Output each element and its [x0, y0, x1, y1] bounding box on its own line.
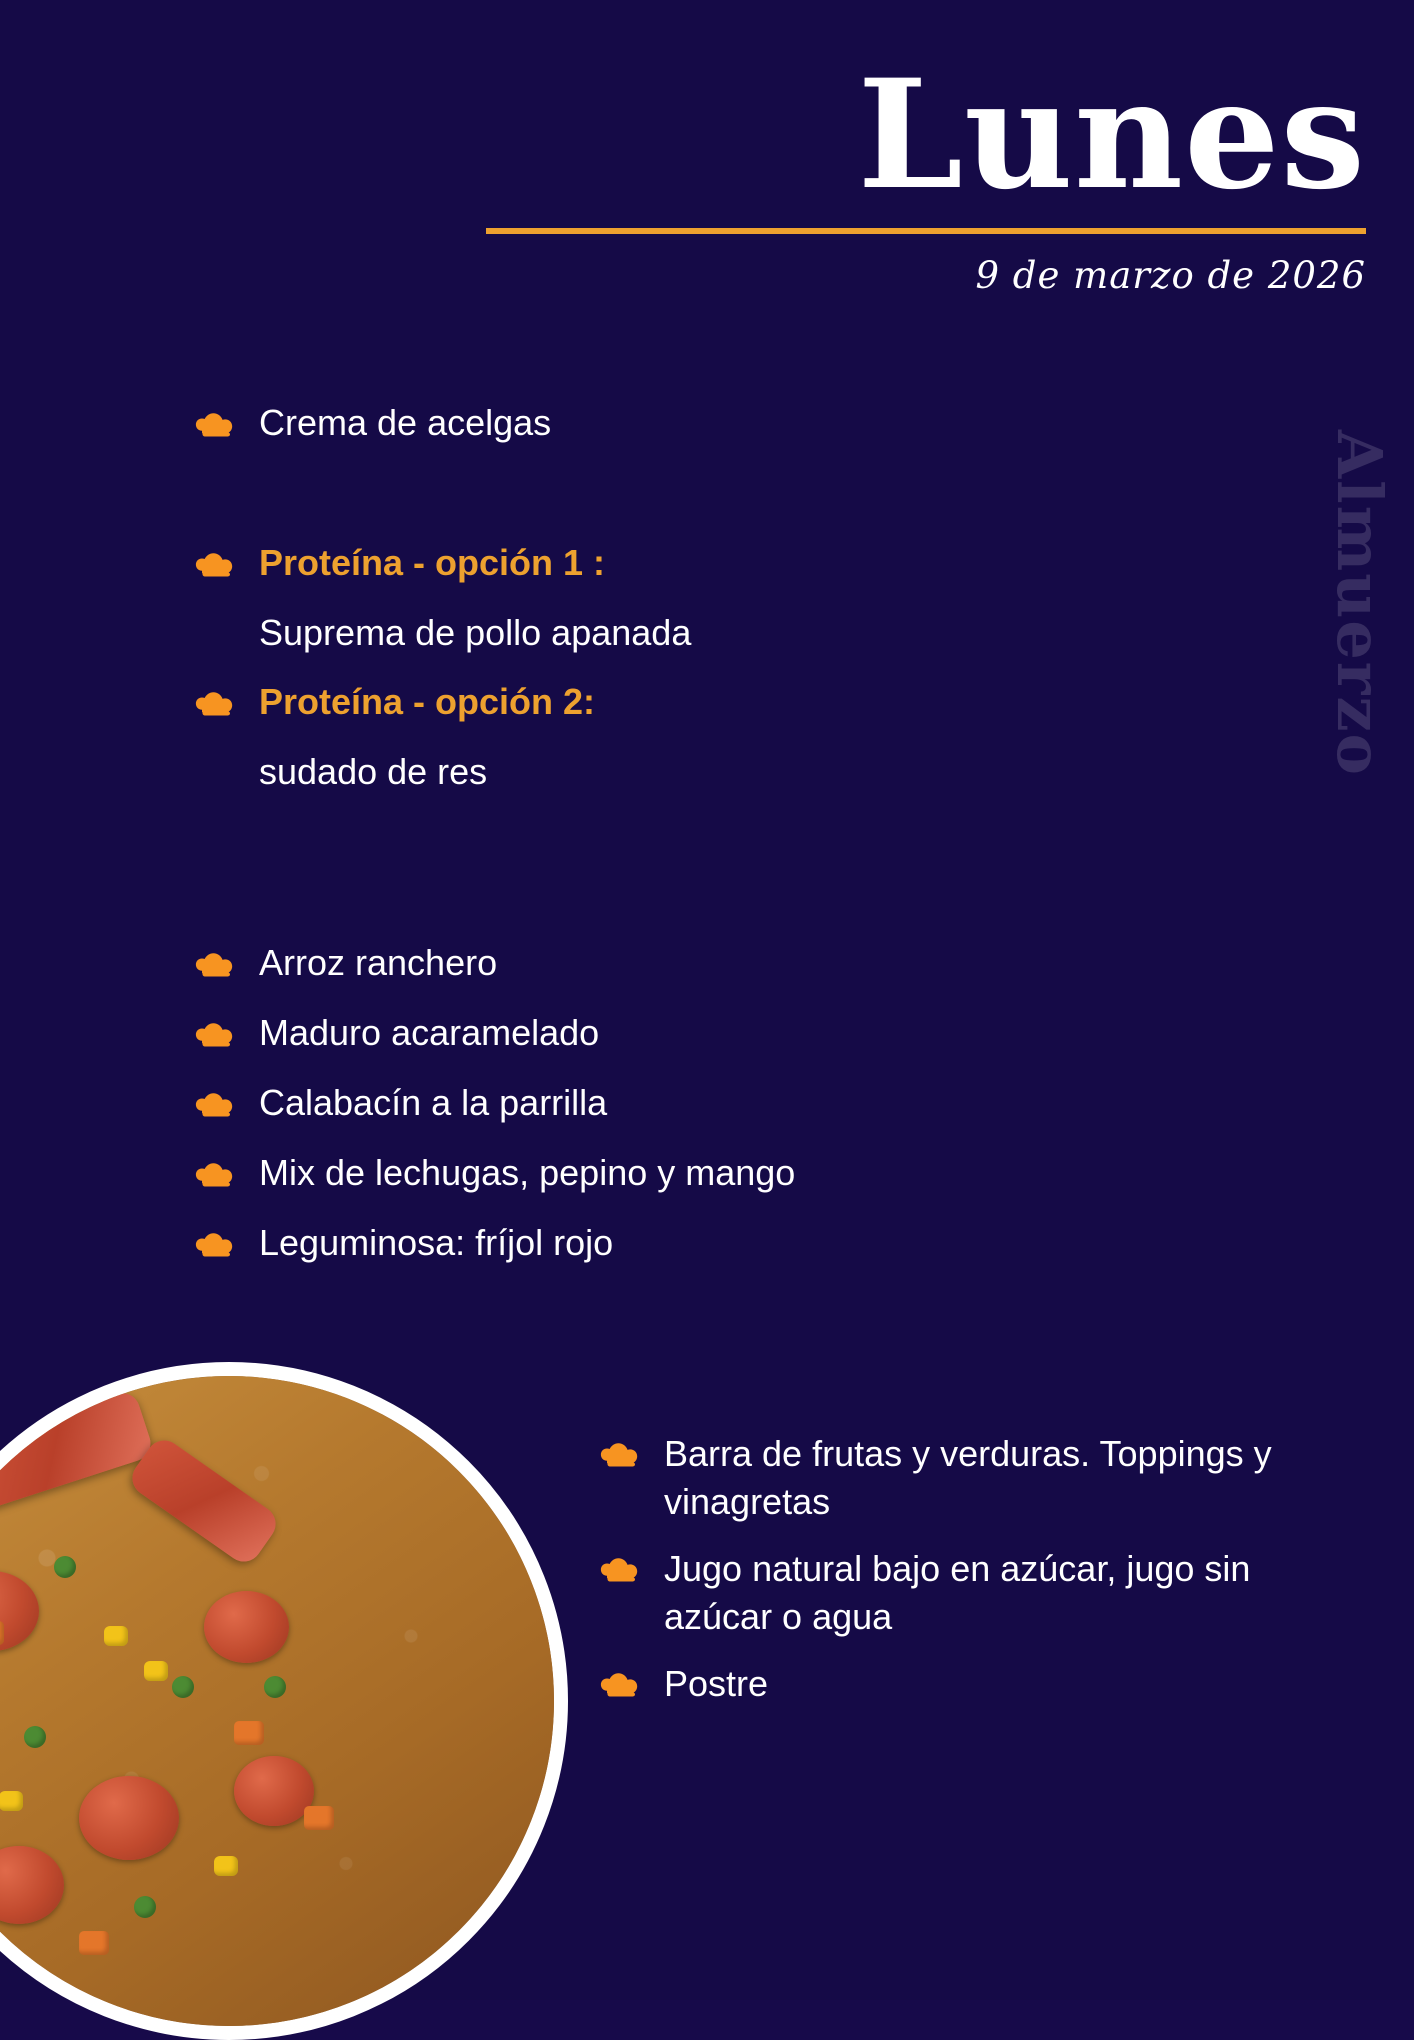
meal-type-watermark: Almuerzo — [1323, 430, 1396, 778]
chef-hat-icon — [195, 1088, 237, 1130]
photo-pea — [134, 1896, 156, 1918]
photo-pea — [264, 1676, 286, 1698]
list-item — [195, 1220, 795, 1270]
chef-hat-icon — [195, 408, 237, 450]
list-item-label: Calabacín a la parrilla — [259, 1082, 608, 1123]
photo-pea — [54, 1556, 76, 1578]
list-item-label: Leguminosa: fríjol rojo — [259, 1222, 614, 1263]
rice-dish-photo — [0, 1362, 568, 2040]
photo-corn — [0, 1791, 23, 1811]
menu-date: 9 de marzo de 2026 — [975, 254, 1366, 297]
menu-section-proteins — [195, 540, 691, 795]
list-item — [195, 540, 691, 590]
chef-hat-icon — [600, 1553, 642, 1595]
photo-carrot — [79, 1931, 109, 1955]
photo-sausage — [79, 1776, 179, 1860]
list-item — [600, 1660, 1300, 1710]
page-title: Lunes — [857, 47, 1366, 223]
menu-section-starter — [195, 400, 551, 470]
list-item-label: Arroz ranchero — [259, 942, 498, 983]
title-divider — [486, 228, 1366, 234]
photo-corn — [214, 1856, 238, 1876]
protein-option-2-detail: sudado de res — [259, 751, 488, 793]
chef-hat-icon — [195, 687, 237, 729]
list-item — [195, 1080, 795, 1130]
chef-hat-icon — [195, 548, 237, 590]
chef-hat-icon — [195, 1228, 237, 1270]
chef-hat-icon — [600, 1438, 642, 1480]
protein-option-1-label: Proteína - opción 1 : — [259, 542, 606, 583]
chef-hat-icon — [195, 948, 237, 990]
photo-carrot — [304, 1806, 334, 1830]
photo-corn — [104, 1626, 128, 1646]
protein-option-1-detail: Suprema de pollo apanada — [259, 612, 692, 653]
photo-corn — [144, 1661, 168, 1681]
list-item — [195, 679, 691, 729]
photo-sausage — [234, 1756, 314, 1826]
photo-sausage — [204, 1591, 289, 1663]
chef-hat-icon — [600, 1668, 642, 1710]
protein-option-2-label: Proteína - opción 2: — [259, 681, 596, 723]
list-item-label: Barra de frutas y verduras. Toppings y vinagretas — [664, 1433, 1272, 1522]
chef-hat-icon — [195, 1018, 237, 1060]
list-item — [600, 1545, 1300, 1640]
chef-hat-icon — [195, 1158, 237, 1200]
list-item — [195, 940, 795, 990]
list-item-label: Postre — [664, 1663, 769, 1705]
list-item — [195, 400, 551, 450]
menu-section-sides — [195, 940, 795, 1290]
photo-carrot — [234, 1721, 264, 1745]
list-item-label: Mix de lechugas, pepino y mango — [259, 1152, 796, 1193]
list-item-label: Maduro acaramelado — [259, 1012, 600, 1053]
photo-pea — [172, 1676, 194, 1698]
photo-carrot — [0, 1621, 4, 1645]
list-item-label: Jugo natural bajo en azúcar, jugo sin azúcar o agua — [664, 1548, 1251, 1637]
list-item-label: Crema de acelgas — [259, 402, 552, 443]
list-item — [600, 1430, 1300, 1525]
list-item — [195, 1150, 795, 1200]
menu-section-extras — [600, 1430, 1300, 1730]
photo-pea — [24, 1726, 46, 1748]
list-item — [195, 1010, 795, 1060]
poster-header — [486, 47, 1366, 297]
